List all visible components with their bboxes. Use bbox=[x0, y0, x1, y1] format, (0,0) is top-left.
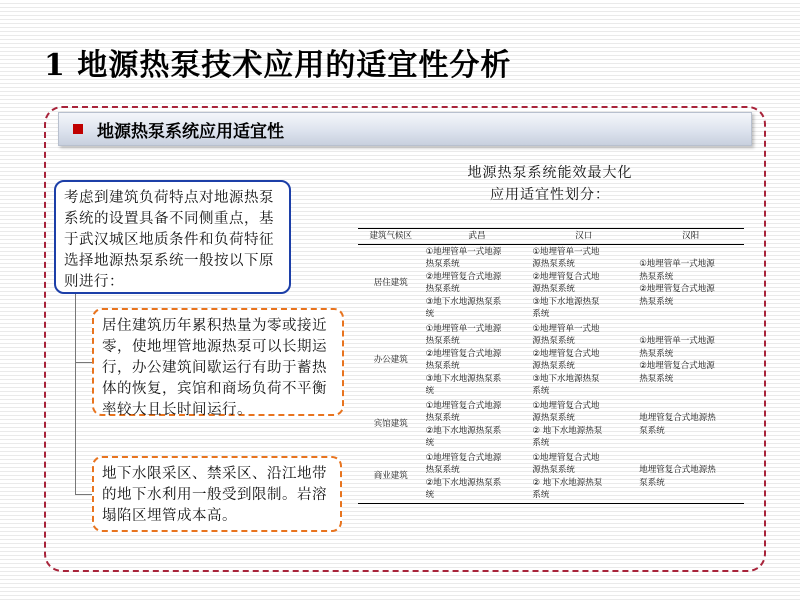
header-climate-zone: 建筑气候区 bbox=[369, 231, 413, 241]
header-wuchang: 武昌 bbox=[468, 231, 486, 241]
cell-line: ②地埋管复合式地 bbox=[532, 348, 600, 359]
table-cell bbox=[424, 451, 531, 504]
table-cell bbox=[424, 399, 531, 451]
row-category: 居住建筑 bbox=[373, 277, 408, 288]
table-caption-line-1: 地源热泵系统能效最大化 bbox=[467, 165, 633, 181]
cell-line: ③地下水地源热泵 bbox=[532, 373, 600, 384]
row-category: 商业建筑 bbox=[373, 471, 408, 482]
table-row bbox=[358, 451, 744, 504]
cell-line: ①地埋管单一式地 bbox=[532, 246, 600, 257]
table-cell bbox=[530, 322, 637, 399]
cell-line: 源热泵系统 bbox=[532, 336, 575, 346]
cell-line: ② 地下水地源热泵 bbox=[532, 477, 603, 488]
row-category: 宾馆建筑 bbox=[373, 419, 408, 430]
cell-line: 热泵系统 bbox=[425, 413, 460, 423]
cell-line: ③地下水地源热泵系 bbox=[425, 296, 502, 307]
cell-line: ②地埋管复合式地源 bbox=[639, 361, 715, 371]
section-title: 地源热泵系统应用适宜性 bbox=[97, 121, 284, 142]
row-category: 办公建筑 bbox=[373, 354, 408, 365]
cell-line: 系统 bbox=[532, 386, 550, 396]
table-cell bbox=[637, 451, 744, 504]
cell-line: 热泵系统 bbox=[425, 361, 460, 371]
table-cell bbox=[530, 399, 637, 451]
cell-line: 泵系统 bbox=[639, 477, 665, 488]
cell-line: 热泵系统 bbox=[425, 336, 460, 346]
table-header-row bbox=[358, 229, 744, 245]
table-row bbox=[358, 322, 744, 399]
cell-line: 统 bbox=[425, 438, 435, 448]
cell-line: 地埋管复合式地源热 bbox=[639, 465, 716, 475]
cell-line: 热泵系统 bbox=[639, 296, 674, 307]
cell-line: ②地埋管复合式地 bbox=[532, 271, 600, 282]
table-cell bbox=[637, 399, 744, 451]
table-cell bbox=[530, 451, 637, 504]
cell-line: ①地埋管单一式地源 bbox=[639, 336, 715, 346]
cell-line: ②地下水地源热泵系 bbox=[425, 477, 502, 488]
cell-line: ②地下水地源热泵系 bbox=[425, 425, 502, 436]
table-caption bbox=[420, 162, 680, 206]
cell-line: 统 bbox=[425, 309, 435, 319]
cell-line: ② 地下水地源热泵 bbox=[532, 425, 603, 436]
cell-line: ①地埋管单一式地源 bbox=[425, 246, 502, 257]
header-hankou: 汉口 bbox=[575, 231, 593, 241]
cell-line: ①地埋管单一式地源 bbox=[639, 259, 715, 269]
square-bullet-icon bbox=[73, 124, 83, 134]
cell-line: ②地埋管复合式地源 bbox=[639, 284, 715, 294]
table-cell bbox=[637, 322, 744, 399]
cell-line: ③地下水地源热泵系 bbox=[425, 373, 502, 384]
connector-branch-1 bbox=[75, 362, 92, 363]
cell-line: 源热泵系统 bbox=[532, 284, 575, 294]
cell-line: 系统 bbox=[532, 438, 550, 448]
cell-line: 泵系统 bbox=[639, 425, 665, 436]
table-cell bbox=[637, 244, 744, 322]
cell-line: 源热泵系统 bbox=[532, 465, 575, 475]
table-cell bbox=[530, 244, 637, 322]
cell-line: 热泵系统 bbox=[425, 284, 460, 294]
suitability-table bbox=[358, 228, 744, 504]
table-row bbox=[358, 244, 744, 322]
connector-branch-2 bbox=[75, 494, 92, 495]
section-header bbox=[58, 112, 752, 146]
connector-line bbox=[75, 294, 76, 494]
cell-line: 系统 bbox=[532, 490, 550, 500]
cell-line: ①地埋管复合式地 bbox=[532, 400, 600, 411]
cell-line: 地埋管复合式地源热 bbox=[639, 413, 716, 423]
cell-line: ①地埋管复合式地 bbox=[532, 452, 600, 463]
page-title: 1 地源热泵技术应用的适宜性分析 bbox=[44, 48, 512, 83]
cell-line: ②地埋管复合式地源 bbox=[425, 271, 502, 282]
cell-line: 热泵系统 bbox=[639, 348, 674, 359]
table-caption-line-2: 应用适宜性划分： bbox=[490, 187, 610, 203]
cell-line: ①地埋管单一式地 bbox=[532, 323, 600, 334]
cell-line: 系统 bbox=[532, 309, 550, 319]
cell-line: 源热泵系统 bbox=[532, 259, 575, 269]
cell-line: ③地下水地源热泵 bbox=[532, 296, 600, 307]
table-cell bbox=[424, 322, 531, 399]
cell-line: 热泵系统 bbox=[639, 271, 674, 282]
cell-line: 统 bbox=[425, 490, 435, 500]
cell-line: 热泵系统 bbox=[639, 373, 674, 384]
cell-line: ①地埋管单一式地源 bbox=[425, 323, 502, 334]
cell-line: 热泵系统 bbox=[425, 259, 460, 269]
intro-box: 考虑到建筑负荷特点对地源热泵系统的设置具备不同侧重点，基于武汉城区地质条件和负荷特征选择地源热泵系统一般按以下原则进行： bbox=[54, 180, 291, 294]
principle-box-2: 地下水限采区、禁采区、沿江地带的地下水利用一般受到限制。岩溶塌陷区埋管成本高。 bbox=[92, 456, 342, 532]
principle-box-1: 居住建筑历年累积热量为零或接近零，使地埋管地源热泵可以长期运行，办公建筑间歇运行有助于蓄热体的恢复，宾馆和商场负荷不平衡率较大且长时间运行。 bbox=[92, 308, 344, 416]
cell-line: 热泵系统 bbox=[425, 465, 460, 475]
cell-line: ①地埋管复合式地源 bbox=[425, 400, 502, 411]
cell-line: 统 bbox=[425, 386, 435, 396]
table-cell bbox=[424, 244, 531, 322]
table-row bbox=[358, 399, 744, 451]
cell-line: ①地埋管复合式地源 bbox=[425, 452, 502, 463]
cell-line: 源热泵系统 bbox=[532, 413, 575, 423]
cell-line: ②地埋管复合式地源 bbox=[425, 348, 502, 359]
cell-line: 源热泵系统 bbox=[532, 361, 575, 371]
header-hanyang: 汉阳 bbox=[682, 231, 700, 241]
